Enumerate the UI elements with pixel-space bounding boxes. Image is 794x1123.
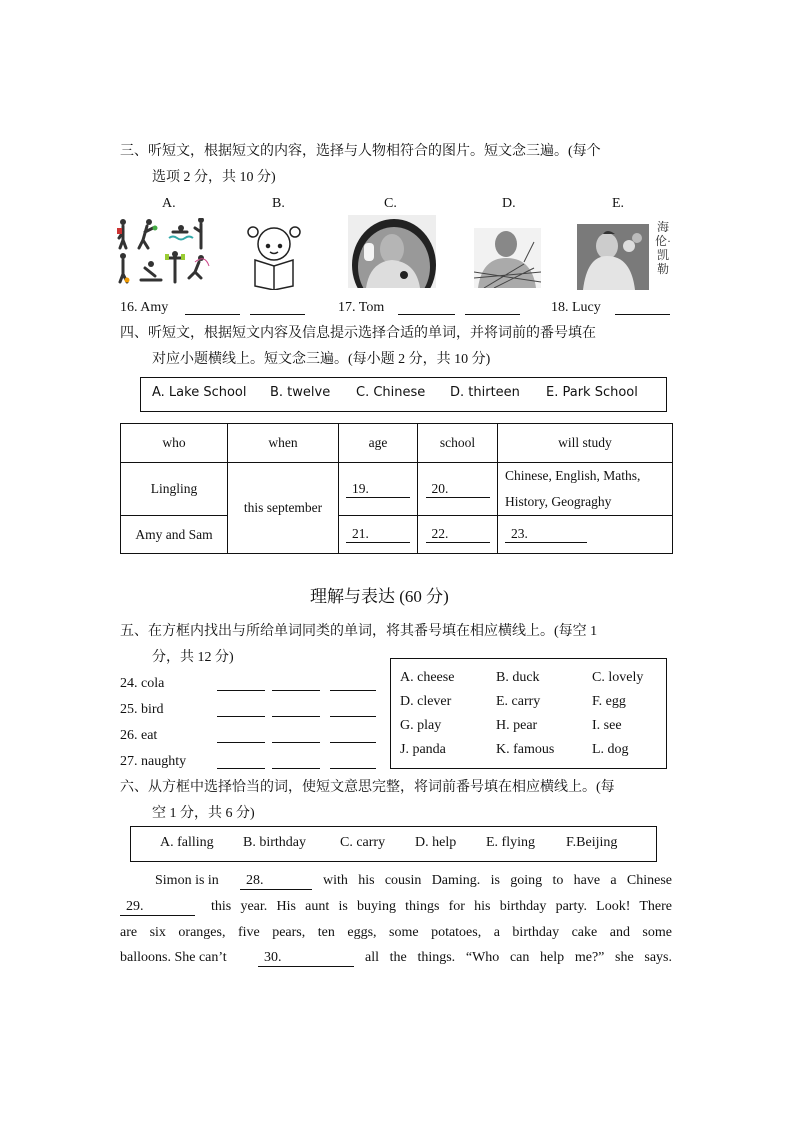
- passage-text: this year. His aunt is buying things for his birthday party. Look! There: [211, 899, 672, 914]
- section6-instruction: 六、从方框中选择恰当的词，使短文意思完整，将词前番号填在相应横线上。(每: [120, 780, 615, 795]
- label-b: B.: [272, 196, 285, 211]
- word-option: C. Chinese: [356, 385, 426, 400]
- answer-blank[interactable]: [272, 754, 320, 769]
- question-25: 25. bird: [120, 702, 164, 717]
- passage-text: are six oranges, five pears, ten eggs, some potatoes, a birthday cake and some: [120, 925, 672, 940]
- answer-blank[interactable]: [272, 676, 320, 691]
- answer-20-blank[interactable]: 20.: [426, 481, 490, 498]
- question-26: 26. eat: [120, 728, 158, 743]
- helen-keller-caption: 海伦·凯勒: [655, 220, 671, 276]
- question-27: 27. naughty: [120, 754, 187, 769]
- word-option: K. famous: [496, 742, 555, 757]
- cell-who: Lingling: [121, 463, 228, 516]
- girl-reading-image: [243, 220, 305, 290]
- answer-blank[interactable]: [330, 676, 376, 691]
- answer-30-blank[interactable]: 30.: [258, 950, 354, 967]
- section5-instruction: 五、在方框内找出与所给单词同类的单词，将其番号填在相应横线上。(每空 1: [120, 624, 598, 639]
- table-header-row: [121, 424, 673, 463]
- cell-who: Amy and Sam: [121, 516, 228, 554]
- sports-icons-image: [115, 218, 211, 286]
- answer-29-blank[interactable]: 29.: [120, 899, 195, 916]
- answer-blank[interactable]: [272, 702, 320, 717]
- helen-keller-photo: [577, 224, 649, 290]
- answer-blank[interactable]: [217, 676, 265, 691]
- section3-instruction-cont: 选项 2 分，共 10 分): [152, 170, 276, 185]
- answer-blank[interactable]: [217, 728, 265, 743]
- section4-instruction: 四、听短文，根据短文内容及信息提示选择合适的单词，并将词前的番号填在: [120, 326, 596, 341]
- word-option: C. lovely: [592, 670, 644, 685]
- answer-16-blank-1[interactable]: [185, 300, 240, 315]
- cell-study-line1: Chinese, English, Maths,: [505, 468, 641, 483]
- answer-17-blank-1[interactable]: [398, 300, 455, 315]
- word-option: E. Park School: [546, 385, 638, 400]
- part-title: 理解与表达 (60 分): [310, 587, 449, 606]
- header-age: age: [339, 424, 418, 463]
- astronaut-photo: [348, 215, 436, 288]
- word-option: G. play: [400, 718, 442, 733]
- passage-text: balloons. She can’t: [120, 950, 227, 965]
- answer-22-blank[interactable]: 22.: [426, 526, 490, 543]
- word-option: I. see: [592, 718, 622, 733]
- question-16: 16. Amy: [120, 300, 169, 315]
- answer-blank[interactable]: [217, 702, 265, 717]
- word-option: A. Lake School: [152, 385, 247, 400]
- passage-text: Simon is in: [155, 873, 219, 888]
- section4-instruction-cont: 对应小题横线上。短文念三遍。(每小题 2 分，共 10 分): [152, 352, 491, 367]
- cell-when: this september: [228, 463, 339, 554]
- word-option: D. thirteen: [450, 385, 520, 400]
- word-option: J. panda: [400, 742, 446, 757]
- answer-21-blank[interactable]: 21.: [346, 526, 410, 543]
- table-row: [121, 516, 673, 554]
- word-option: A. cheese: [400, 670, 455, 685]
- answer-18-blank[interactable]: [615, 300, 670, 315]
- word-option: E. flying: [486, 835, 535, 850]
- header-when: when: [228, 424, 339, 463]
- header-who: who: [121, 424, 228, 463]
- header-will-study: will study: [498, 424, 673, 463]
- word-option: F. egg: [592, 694, 626, 709]
- answer-16-blank-2[interactable]: [250, 300, 305, 315]
- passage-text: with his cousin Daming. is going to have a Chinese: [323, 873, 672, 888]
- answer-blank[interactable]: [330, 754, 376, 769]
- section6-instruction-cont: 空 1 分，共 6 分): [152, 806, 255, 821]
- word-option: A. falling: [160, 835, 214, 850]
- word-option: C. carry: [340, 835, 386, 850]
- label-c: C.: [384, 196, 397, 211]
- word-option: H. pear: [496, 718, 538, 733]
- word-option: D. help: [415, 835, 457, 850]
- table-row: [121, 463, 673, 516]
- word-option: B. twelve: [270, 385, 331, 400]
- section3-instruction: 三、听短文，根据短文的内容，选择与人物相符合的图片。短文念三遍。(每个: [120, 144, 601, 159]
- answer-blank[interactable]: [217, 754, 265, 769]
- word-option: F.Beijing: [566, 835, 618, 850]
- label-d: D.: [502, 196, 516, 211]
- section5-instruction-cont: 分，共 12 分): [152, 650, 234, 665]
- answer-28-blank[interactable]: 28.: [240, 873, 312, 890]
- answer-blank[interactable]: [330, 702, 376, 717]
- answer-17-blank-2[interactable]: [465, 300, 520, 315]
- label-a: A.: [162, 196, 176, 211]
- word-option: B. birthday: [243, 835, 306, 850]
- passage-text: all the things. “Who can help me?” she says.: [365, 950, 672, 965]
- info-table: [120, 423, 673, 554]
- answer-blank[interactable]: [272, 728, 320, 743]
- cell-study-line2: History, Geograghy: [505, 494, 612, 509]
- answer-23-blank[interactable]: 23.: [505, 526, 587, 543]
- question-17: 17. Tom: [338, 300, 385, 315]
- answer-blank[interactable]: [330, 728, 376, 743]
- label-e: E.: [612, 196, 625, 211]
- word-option: L. dog: [592, 742, 629, 757]
- farmer-scientist-photo: [474, 228, 541, 288]
- word-option: D. clever: [400, 694, 452, 709]
- answer-19-blank[interactable]: 19.: [346, 481, 410, 498]
- word-option: E. carry: [496, 694, 541, 709]
- word-option: B. duck: [496, 670, 540, 685]
- question-24: 24. cola: [120, 676, 165, 691]
- header-school: school: [418, 424, 498, 463]
- question-18: 18. Lucy: [551, 300, 601, 315]
